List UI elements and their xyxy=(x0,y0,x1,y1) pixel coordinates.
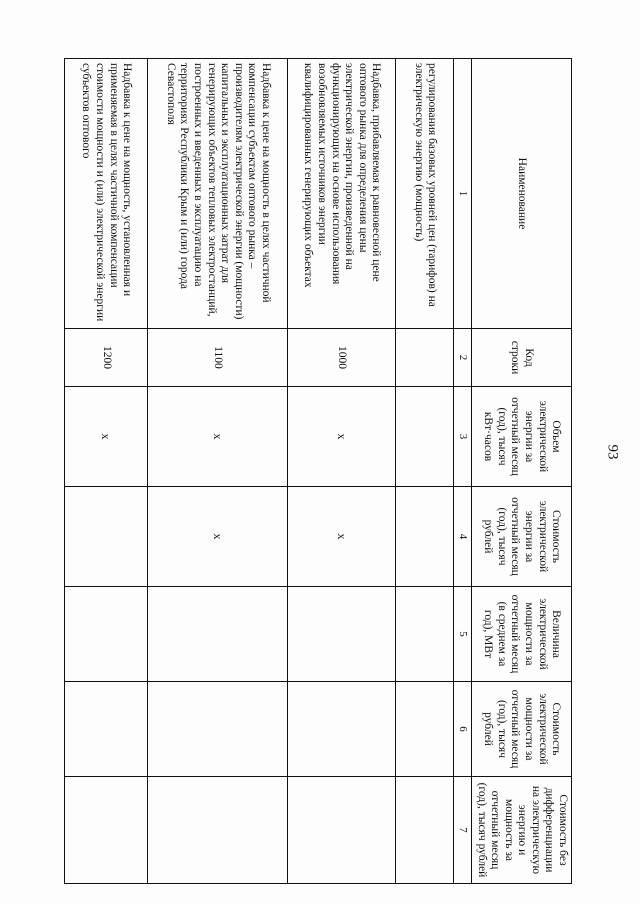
column-header-total-cost: Стоимость без дифференциации на электрическую энергию и мощность за отчетный месяц (год), тысяч рублей xyxy=(472,777,572,884)
cell-energy-cost xyxy=(65,487,148,587)
cell-energy-volume xyxy=(396,387,454,487)
cell-capacity-cost xyxy=(288,682,396,777)
table-row xyxy=(288,59,396,884)
row-name: Надбавка, прибавляемая к равновесной цене оптового рынка для определения цены электрической энергии, произведенной на функционирующих на основе использования возобновляемых источников энергии квалифицированных генерирующих объектах xyxy=(288,59,396,329)
cell-capacity-cost xyxy=(65,682,148,777)
cell-total-cost xyxy=(148,777,288,884)
column-header-capacity-cost: Стоимость электрической мощности за отчетный месяц (год), тысяч рублей xyxy=(472,682,572,777)
column-number: 1 xyxy=(454,59,472,329)
header-row xyxy=(472,59,572,884)
cell-total-cost xyxy=(396,777,454,884)
column-number: 6 xyxy=(454,682,472,777)
page-number: 93 xyxy=(604,444,621,460)
cell-energy-cost: x xyxy=(288,487,396,587)
cell-capacity-value xyxy=(65,587,148,682)
row-code: 1200 xyxy=(65,329,148,387)
column-header-capacity-value: Величина электрической мощности за отчетный месяц (в среднем за год), МВт xyxy=(472,587,572,682)
column-number: 2 xyxy=(454,329,472,387)
column-number: 7 xyxy=(454,777,472,884)
cell-energy-cost: x xyxy=(148,487,288,587)
cell-capacity-value xyxy=(288,587,396,682)
column-number: 4 xyxy=(454,487,472,587)
cell-energy-volume: x xyxy=(65,387,148,487)
cell-capacity-cost xyxy=(148,682,288,777)
table-row xyxy=(396,59,454,884)
row-name: Надбавка к цене на мощность, установленная и применяемая в целях частичной компенсации стоимости мощности и (или) электрической энергии субъектов оптового xyxy=(65,59,148,329)
cell-capacity-value xyxy=(396,587,454,682)
table-row xyxy=(148,59,288,884)
rotated-table-wrapper xyxy=(64,58,572,883)
column-number: 5 xyxy=(454,587,472,682)
row-name: регулирования базовых уровней цен (тарифов) на электрическую энергию (мощность) xyxy=(396,59,454,329)
row-name: Надбавка к цене на мощность в целях частичной компенсации субъектам оптового рынка – производителям электрической энергии (мощности) капитальных и эксплуатационных затрат для генерирующих объектов тепловых электростанций, построенных и введенных в эксплуатацию на территориях Республики Крым и (или) города Севастополя xyxy=(148,59,288,329)
report-table xyxy=(64,58,572,884)
table-row xyxy=(65,59,148,884)
column-number-row xyxy=(454,59,472,884)
column-header-energy-volume: Объем электрической энергии за отчетный месяц (год), тысяч кВт·часов xyxy=(472,387,572,487)
cell-capacity-cost xyxy=(396,682,454,777)
cell-total-cost xyxy=(65,777,148,884)
cell-energy-volume: x xyxy=(148,387,288,487)
column-header-name: Наименование xyxy=(472,59,572,329)
row-code: 1100 xyxy=(148,329,288,387)
column-header-code: Код строки xyxy=(472,329,572,387)
row-code: 1000 xyxy=(288,329,396,387)
cell-energy-cost xyxy=(396,487,454,587)
cell-energy-volume: x xyxy=(288,387,396,487)
column-number: 3 xyxy=(454,387,472,487)
row-code xyxy=(396,329,454,387)
cell-total-cost xyxy=(288,777,396,884)
cell-capacity-value xyxy=(148,587,288,682)
column-header-energy-cost: Стоимость электрической энергии за отчетный месяц (год), тысяч рублей xyxy=(472,487,572,587)
